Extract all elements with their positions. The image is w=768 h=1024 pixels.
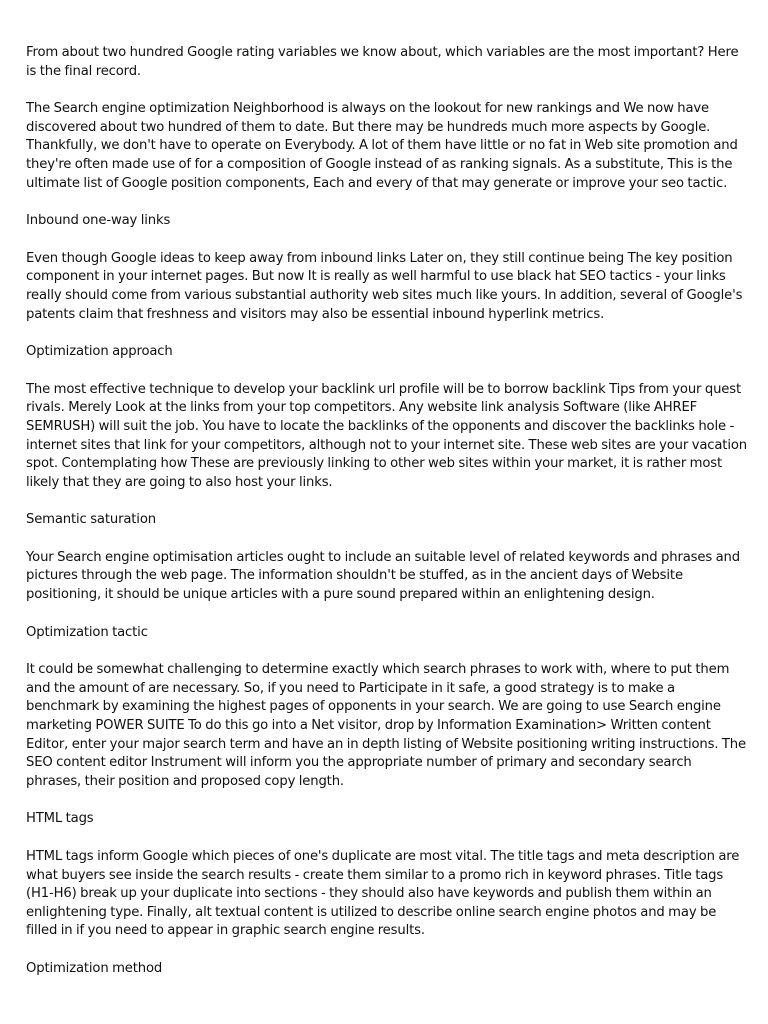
section-heading: Optimization tactic	[26, 624, 148, 640]
section-heading: Semantic saturation	[26, 512, 156, 528]
body-paragraph: Your Search engine optimisation articles ought to include an suitable level of related keywords and phrases and pictures through the web page. The information shouldn't be stuffed, as in the ancient days of Website positioning, it should be unique articles with a pure sound prepared within an enlightening design.	[26, 549, 740, 603]
body-paragraph: It could be somewhat challenging to determine exactly which search phrases to work with, where to put them and the amount of are necessary. So, if you need to Participate in it safe, a good strategy is to make a benchmark by examining the highest pages of opponents in your search. We are going to use Search engine marketing POWER SUITE To do this go into a Net visitor, drop by Information Examination> Written content Editor, enter your major search term and have an in depth listing of Website positioning writing instructions. The SEO content editor Instrument will inform you the appropriate number of primary and secondary search phrases, their position and proposed copy length.	[26, 662, 746, 789]
section-heading: Optimization method	[26, 960, 163, 976]
document-body	[26, 44, 748, 979]
section-heading: HTML tags	[26, 811, 94, 827]
body-paragraph: HTML tags inform Google which pieces of one's duplicate are most vital. The title tags and meta description are what buyers see inside the search results - create them similar to a promo rich in keyword phrases. Title tags (H1-H6) break up your duplicate into sections - they should also have keywords and publish them within an enlightening type. Finally, alt textual content is utilized to describe online search engine photos and may be filled in if you need to appear in graphic search engine results.	[26, 849, 740, 939]
body-paragraph: The most effective technique to develop your backlink url profile will be to borrow backlink Tips from your quest rivals. Merely Look at the links from your top competitors. Any website link analysis Software (like AHREF SEMRUSH) will suit the job. You have to locate the backlinks of the opponents and discover the backlinks hole - internet sites that link for your competitors, although not to your internet site. These web sites are your vacation spot. Contemplating how These are previously linking to other web sites within your market, it is rather most likely that they are going to also host your links.	[26, 381, 747, 490]
body-paragraph: Even though Google ideas to keep away from inbound links Later on, they still continue being The key position component in your internet pages. But now It is really as well harmful to use black hat SEO tactics - your links really should come from various substantial authority web sites much like yours. In addition, several of Google's patents claim that freshness and visitors may also be essential inbound hyperlink metrics.	[26, 250, 743, 322]
section-heading: Optimization approach	[26, 344, 173, 360]
section-heading: Inbound one-way links	[26, 213, 171, 229]
intro-paragraph: From about two hundred Google rating variables we know about, which variables are the most important? Here is the final record.	[26, 45, 739, 79]
body-paragraph: The Search engine optimization Neighborhood is always on the lookout for new rankings and We now have discovered about two hundred of them to date. But there may be hundreds much more aspects by Google. Thankfully, we don't have to operate on Everybody. A lot of them have little or no fat in Web site promotion and they're often made use of for a composition of Google instead of as ranking signals. As a substitute, This is the ultimate list of Google position components, Each and every of that may generate or improve your seo tactic.	[26, 101, 738, 191]
